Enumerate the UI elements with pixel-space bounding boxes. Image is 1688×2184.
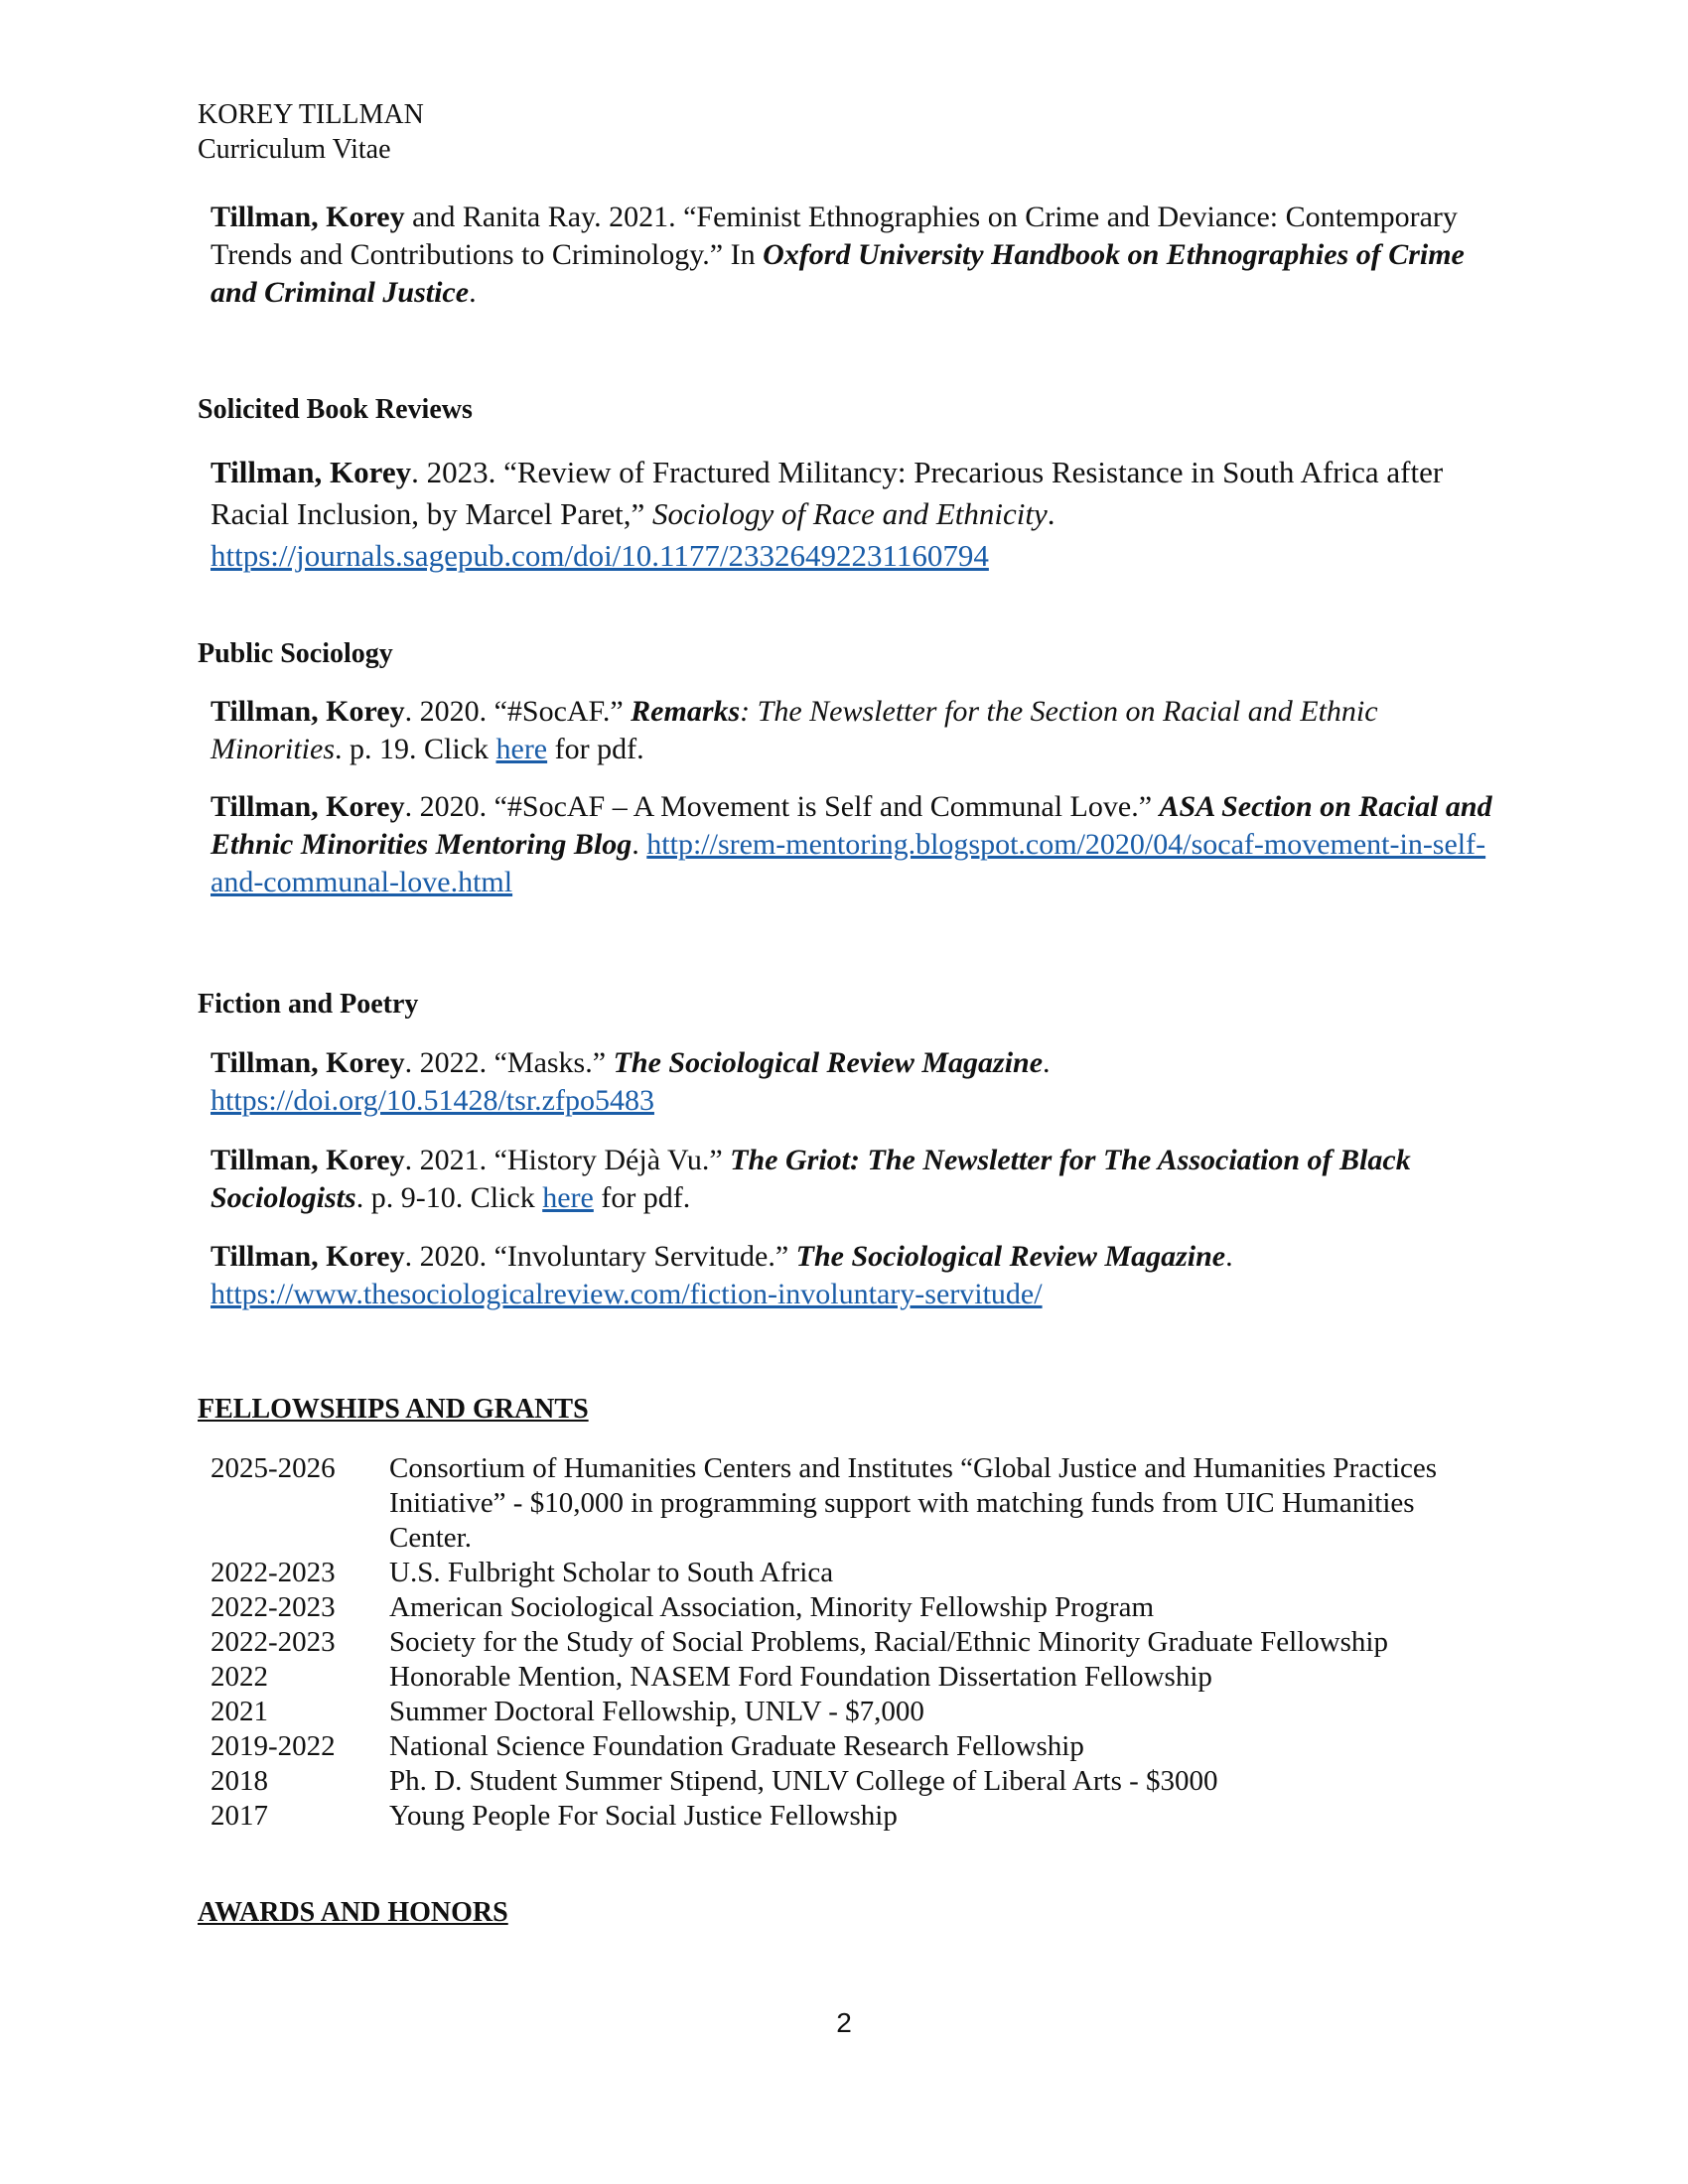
- grant-year: 2025-2026: [211, 1452, 336, 1484]
- entry-author: Tillman, Korey: [211, 201, 405, 233]
- grant-year: 2018: [211, 1765, 268, 1797]
- grant-year: 2022-2023: [211, 1557, 336, 1588]
- section-heading-awards: AWARDS AND HONORS: [198, 1897, 508, 1928]
- fiction-entry: Tillman, Korey. 2020. “Involuntary Servitude.” The Sociological Review Magazine. https://www.thesociologicalreview.com/fiction-involuntary-servitude/: [211, 1240, 1233, 1310]
- entry-venue: Remarks: [631, 695, 741, 728]
- grant-year: 2019-2022: [211, 1730, 336, 1762]
- entry-venue: The Sociological Review Magazine: [613, 1046, 1044, 1079]
- cv-name: KOREY TILLMAN: [198, 99, 424, 130]
- list-item: [211, 1451, 1462, 1556]
- page-number: 2: [836, 2007, 852, 2038]
- grant-text: American Sociological Association, Minority Fellowship Program: [389, 1591, 1155, 1623]
- entry-author: Tillman, Korey: [211, 1144, 405, 1176]
- grant-text: Society for the Study of Social Problems, Racial/Ethnic Minority Graduate Fellowship: [389, 1626, 1388, 1658]
- entry-text: and Ranita Ray. 2021. “Feminist Ethnographies on Crime and Deviance: Contemporary Trends and Contributions to Criminology.” In: [211, 201, 1458, 271]
- grant-year: 2022-2023: [211, 1626, 336, 1658]
- entry-venue: Sociology of Race and Ethnicity: [652, 496, 1048, 531]
- list-item: [211, 1590, 1462, 1625]
- grant-text: Ph. D. Student Summer Stipend, UNLV College of Liberal Arts - $3000: [389, 1765, 1218, 1797]
- blog-link[interactable]: http://srem-mentoring.blogspot.com/2020/04/socaf-movement-in-self-and-communal-love.html: [211, 828, 1486, 898]
- grant-text: National Science Foundation Graduate Research Fellowship: [389, 1730, 1084, 1762]
- grant-text: U.S. Fulbright Scholar to South Africa: [389, 1557, 834, 1588]
- entry-venue: The Griot: The Newsletter for The Association of Black Sociologists: [211, 1144, 1411, 1214]
- fellowships-list: [211, 1451, 1462, 1834]
- grant-year: 2021: [211, 1696, 268, 1727]
- book-review-link[interactable]: https://journals.sagepub.com/doi/10.1177/23326492231160794: [211, 538, 989, 573]
- page-header: [198, 97, 424, 167]
- section-heading-book-reviews: Solicited Book Reviews: [198, 394, 473, 425]
- entry-author: Tillman, Korey: [211, 1240, 405, 1273]
- chapter-entry: Tillman, Korey and Ranita Ray. 2021. “Feminist Ethnographies on Crime and Deviance: Contemporary Trends and Contributions to Criminology.” In Oxford University Handbook on Ethnographies of Crime and Criminal Justice.: [211, 201, 1465, 309]
- pdf-link[interactable]: here: [542, 1181, 594, 1214]
- grant-year: 2022-2023: [211, 1591, 336, 1623]
- pdf-link[interactable]: here: [495, 733, 548, 765]
- book-review-entry: Tillman, Korey. 2023. “Review of Fractured Militancy: Precarious Resistance in South Africa after Racial Inclusion, by Marcel Paret,” Sociology of Race and Ethnicity. https://journals.sagepub.com/doi/10.1177/23326492231160794: [211, 455, 1444, 573]
- entry-author: Tillman, Korey: [211, 695, 405, 728]
- entry-venue: ASA Section on Racial and Ethnic Minorities Mentoring Blog: [211, 790, 1492, 861]
- list-item: [211, 1695, 1462, 1729]
- entry-venue: Oxford University Handbook on Ethnographies of Crime and Criminal Justice: [211, 238, 1465, 309]
- public-sociology-entry: Tillman, Korey. 2020. “#SocAF.” Remarks: The Newsletter for the Section on Racial and Ethnic Minorities. p. 19. Click here for pdf.: [211, 695, 1378, 765]
- fiction-link[interactable]: https://www.thesociologicalreview.com/fiction-involuntary-servitude/: [211, 1278, 1043, 1310]
- entry-author: Tillman, Korey: [211, 455, 412, 489]
- list-item: [211, 1556, 1462, 1590]
- grant-text: Young People For Social Justice Fellowship: [389, 1800, 898, 1832]
- list-item: [211, 1625, 1462, 1660]
- cv-doc-type: Curriculum Vitae: [198, 134, 391, 165]
- section-heading-public-sociology: Public Sociology: [198, 638, 393, 669]
- entry-author: Tillman, Korey: [211, 1046, 405, 1079]
- list-item: [211, 1729, 1462, 1764]
- public-sociology-entry: Tillman, Korey. 2020. “#SocAF – A Movement is Self and Communal Love.” ASA Section on Racial and Ethnic Minorities Mentoring Blog. http://srem-mentoring.blogspot.com/2020/04/socaf-movement-in-self-and-communal-love.html: [211, 790, 1492, 898]
- fiction-entry: Tillman, Korey. 2021. “History Déjà Vu.” The Griot: The Newsletter for The Association of Black Sociologists. p. 9-10. Click here for pdf.: [211, 1144, 1411, 1214]
- grant-text: Consortium of Humanities Centers and Institutes “Global Justice and Humanities Practices Initiative” - $10,000 in programming support with matching funds from UIC Humanities Center.: [389, 1452, 1438, 1554]
- grant-year: 2022: [211, 1661, 268, 1693]
- section-heading-fiction: Fiction and Poetry: [198, 989, 419, 1020]
- fiction-entry: Tillman, Korey. 2022. “Masks.” The Sociological Review Magazine. https://doi.org/10.51428/tsr.zfpo5483: [211, 1046, 1051, 1117]
- section-heading-fellowships: FELLOWSHIPS AND GRANTS: [198, 1394, 589, 1425]
- grant-text: Summer Doctoral Fellowship, UNLV - $7,000: [389, 1696, 924, 1727]
- list-item: [211, 1799, 1462, 1834]
- list-item: [211, 1660, 1462, 1695]
- list-item: [211, 1764, 1462, 1799]
- entry-venue: The Sociological Review Magazine: [795, 1240, 1226, 1273]
- grant-year: 2017: [211, 1800, 268, 1832]
- grant-text: Honorable Mention, NASEM Ford Foundation Dissertation Fellowship: [389, 1661, 1212, 1693]
- entry-author: Tillman, Korey: [211, 790, 405, 823]
- fiction-link[interactable]: https://doi.org/10.51428/tsr.zfpo5483: [211, 1084, 654, 1117]
